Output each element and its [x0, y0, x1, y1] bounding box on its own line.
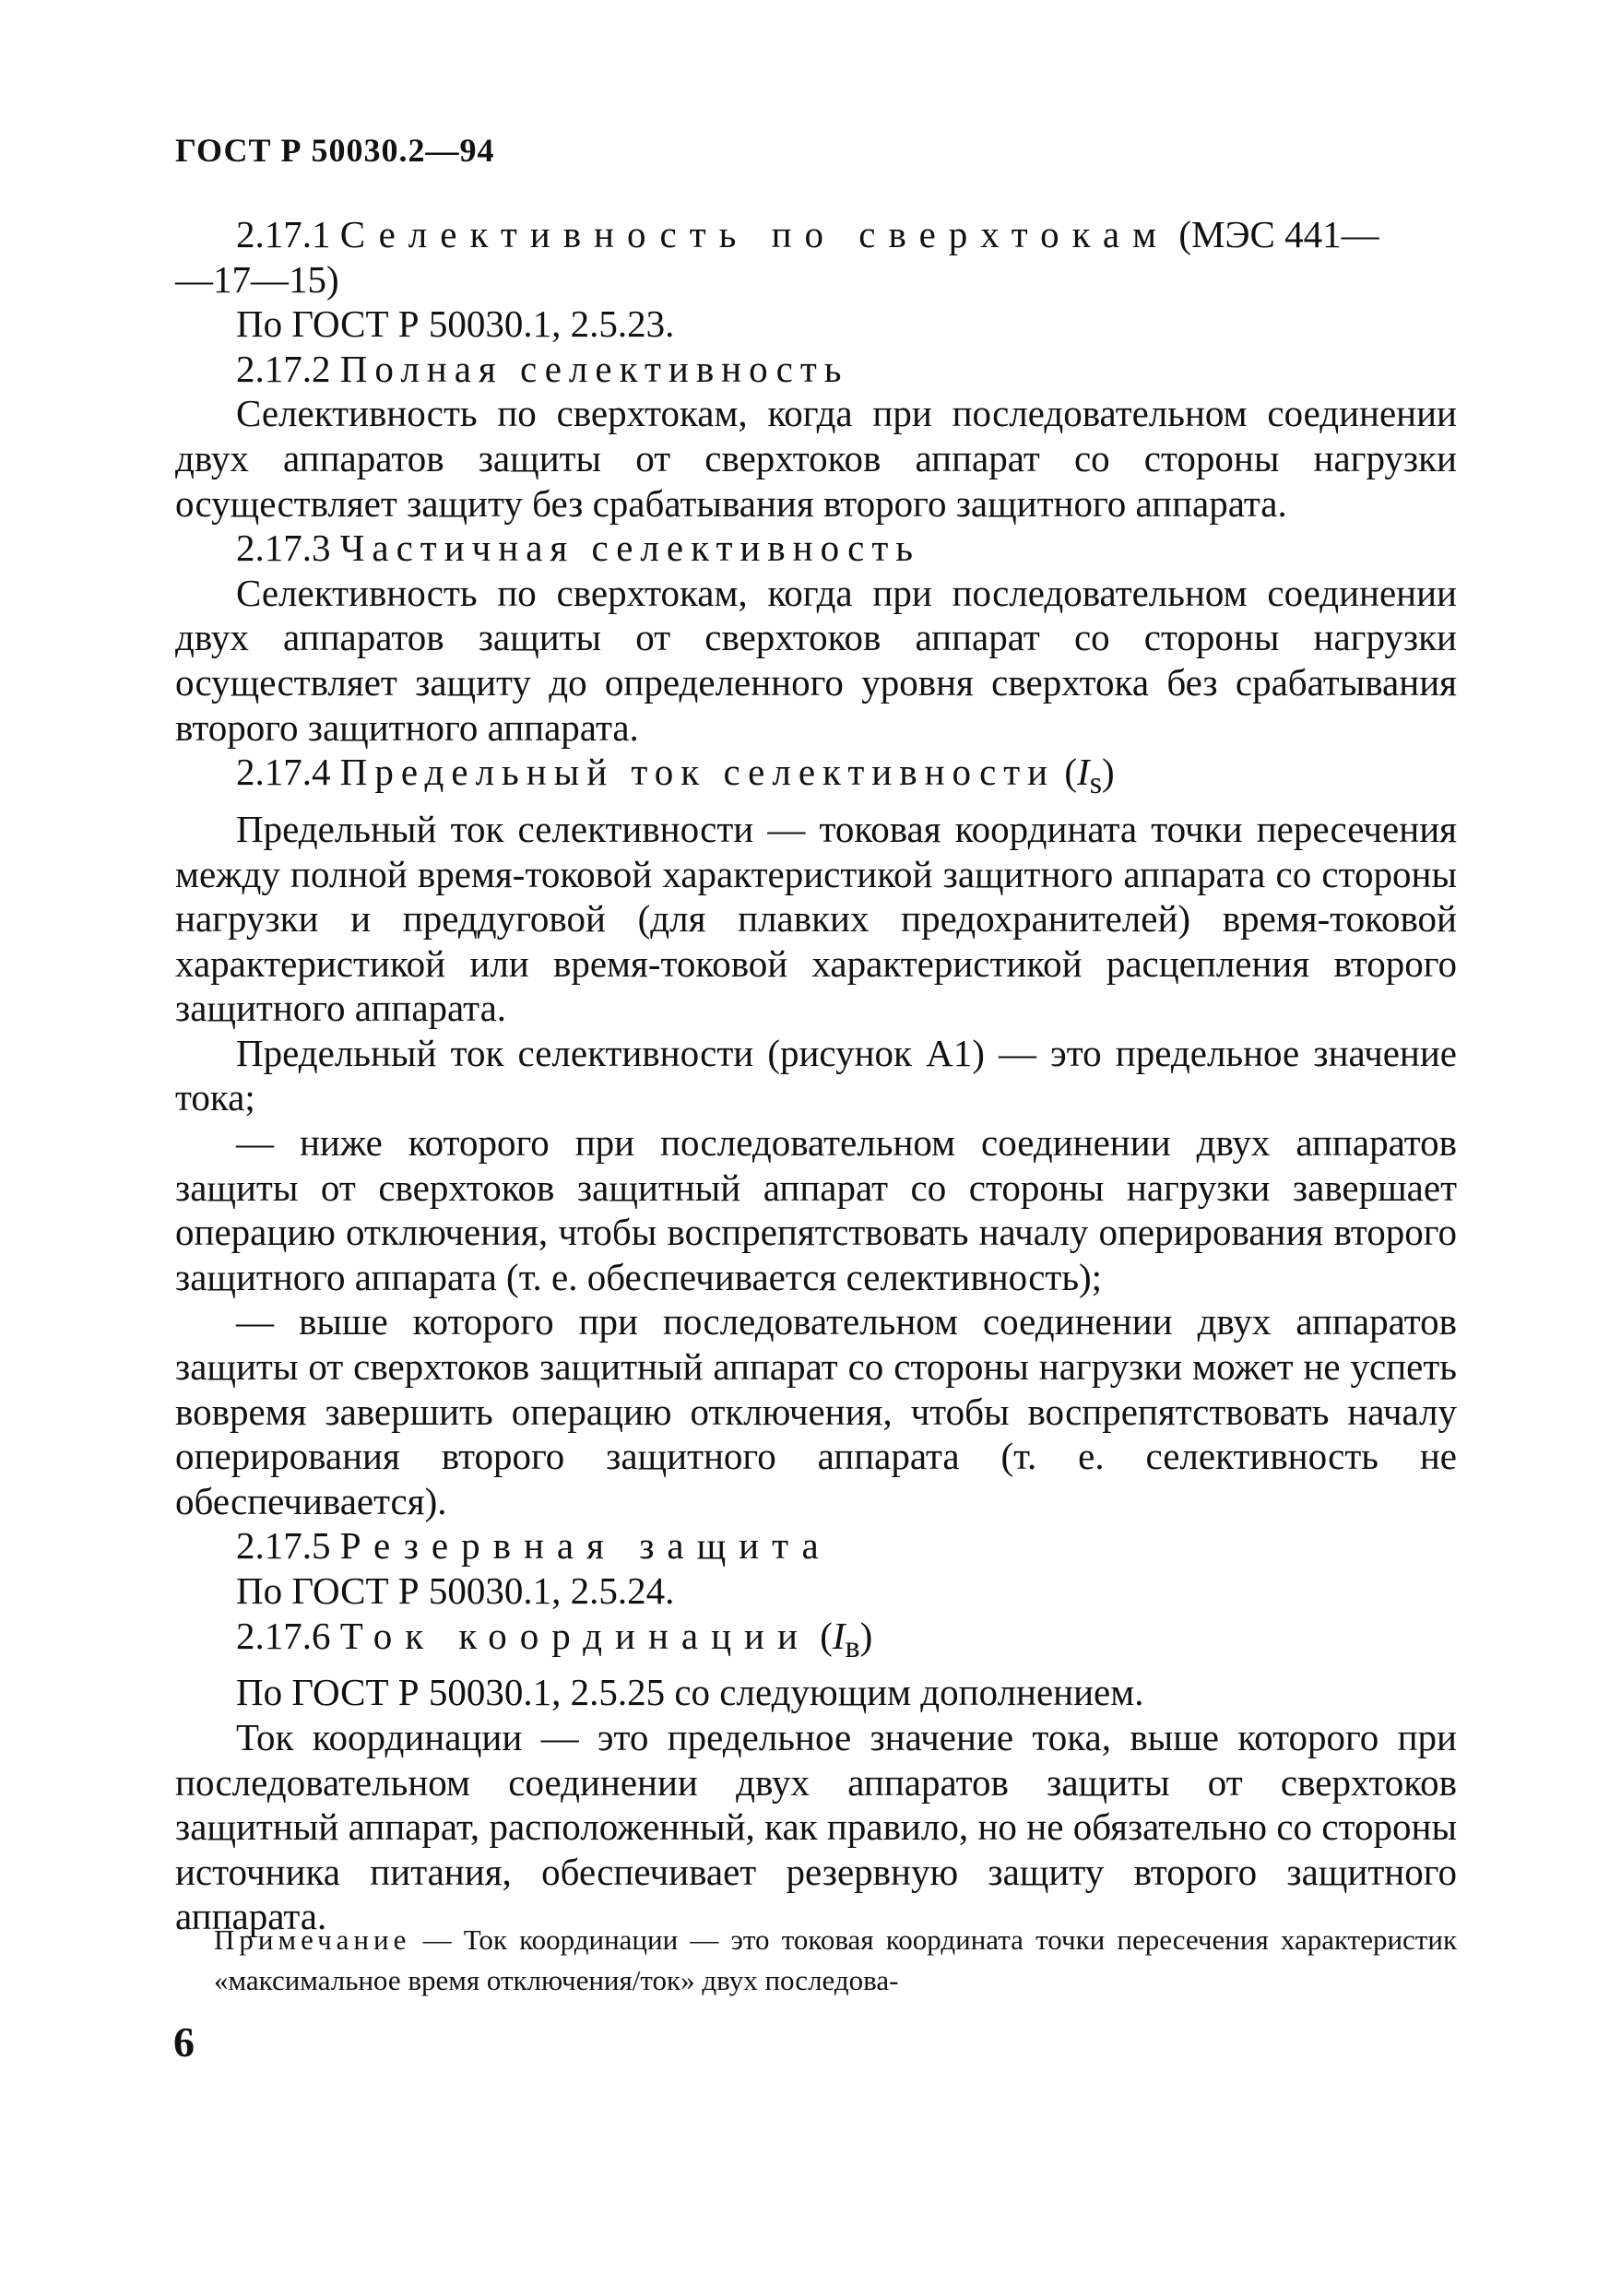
section-text-2-17-4-p3: — ниже которого при последовательном соединении двух аппаратов защиты от сверхтоков защитный аппарат со стороны нагрузки завершает операцию отключения, чтобы воспрепятствовать началу оперирования второго защитного аппарата (т. е. обеспечивается селективность); — [175, 1121, 1457, 1298]
section-title: Ток координации — [339, 1614, 810, 1657]
section-number: 2.17.5 — [236, 1524, 331, 1568]
section-text-2-17-1: По ГОСТ Р 50030.1, 2.5.23. — [236, 302, 675, 346]
section-text-2-17-6-p2: Ток координации — это предельное значение тока, выше которого при последовательном соединении двух аппаратов защиты от сверхтоков защитный аппарат, расположенный, как правило, но не обязательно со стороны источника питания, обеспечивает резервную защиту второго защитного аппарата. — [175, 1715, 1457, 1938]
section-reference-continuation: —17—15) — [175, 257, 339, 301]
symbol-close-paren: ) — [859, 1614, 873, 1657]
section-text-2-17-3: Селективность по сверхтокам, когда при последовательном соединении двух аппаратов защиты от сверхтоков аппарат со стороны нагрузки осуществляет защиту до определенного уровня сверхтока без срабатывания второго защитного аппарата. — [175, 571, 1457, 749]
section-number: 2.17.1 — [236, 213, 331, 255]
section-heading-2-17-2 — [175, 347, 1457, 392]
section-heading-2-17-6 — [175, 1614, 1457, 1671]
symbol-open-paren: ( — [1064, 751, 1078, 794]
running-title: ГОСТ Р 50030.2—94 — [175, 132, 495, 169]
section-title: Частичная селективность — [339, 527, 920, 570]
symbol-subscript: в — [845, 1629, 860, 1664]
section-title: Селективность по сверхтокам — [339, 213, 1170, 255]
symbol-open-paren: ( — [820, 1614, 833, 1657]
symbol-close-paren: ) — [1102, 751, 1115, 794]
section-number: 2.17.3 — [236, 527, 331, 570]
note-text: — Ток координации — это токовая координата точки пересечения характеристик «максимальное время отключения/ток» двух последова- — [214, 1923, 1458, 1996]
section-reference: (МЭС 441— — [1178, 213, 1379, 255]
section-text-2-17-2: Селективность по сверхтокам, когда при последовательном соединении двух аппаратов защиты от сверхтоков аппарат со стороны нагрузки осуществляет защиту без срабатывания второго защитного аппарата. — [175, 392, 1457, 525]
section-title: Полная селективность — [339, 347, 849, 390]
page-number: 6 — [173, 2018, 195, 2065]
section-heading-2-17-5 — [175, 1523, 1457, 1568]
symbol-subscript: s — [1089, 766, 1102, 801]
footnote — [214, 1920, 1457, 2001]
section-title: Резервная защита — [339, 1524, 832, 1568]
symbol-letter: I — [832, 1614, 846, 1657]
section-text-2-17-5: По ГОСТ Р 50030.1, 2.5.24. — [236, 1569, 675, 1612]
section-text-2-17-6-p1: По ГОСТ Р 50030.1, 2.5.25 со следующим дополнением. — [236, 1671, 1144, 1714]
symbol-letter: I — [1077, 751, 1090, 794]
note-label: Примечание — [214, 1923, 411, 1956]
section-number: 2.17.4 — [236, 751, 331, 794]
section-heading-2-17-4 — [175, 750, 1457, 807]
note-paragraph — [214, 1920, 1457, 2001]
section-text-2-17-4-p2: Предельный ток селективности (рисунок А1) — это предельное значение тока; — [175, 1031, 1457, 1119]
section-number: 2.17.2 — [236, 347, 331, 390]
section-title: Предельный ток селективности — [339, 751, 1056, 794]
section-text-2-17-4-p1: Предельный ток селективности — токовая координата точки пересечения между полной время-токовой характеристикой защитного аппарата со стороны нагрузки и преддуговой (для плавких предохранителей) время-токовой характеристикой или время-токовой характеристикой расцепления второго защитного аппарата. — [175, 807, 1457, 1030]
section-text-2-17-4-p4: — выше которого при последовательном соединении двух аппаратов защиты от сверхтоков защитный аппарат со стороны нагрузки может не успеть вовремя завершить операцию отключения, чтобы воспрепятствовать началу оперирования второго защитного аппарата (т. е. селективность не обеспечивается). — [175, 1300, 1457, 1522]
section-number: 2.17.6 — [236, 1614, 331, 1657]
section-heading-2-17-3 — [175, 526, 1457, 571]
section-heading-2-17-1 — [175, 212, 1457, 257]
document-body — [175, 212, 1457, 1939]
